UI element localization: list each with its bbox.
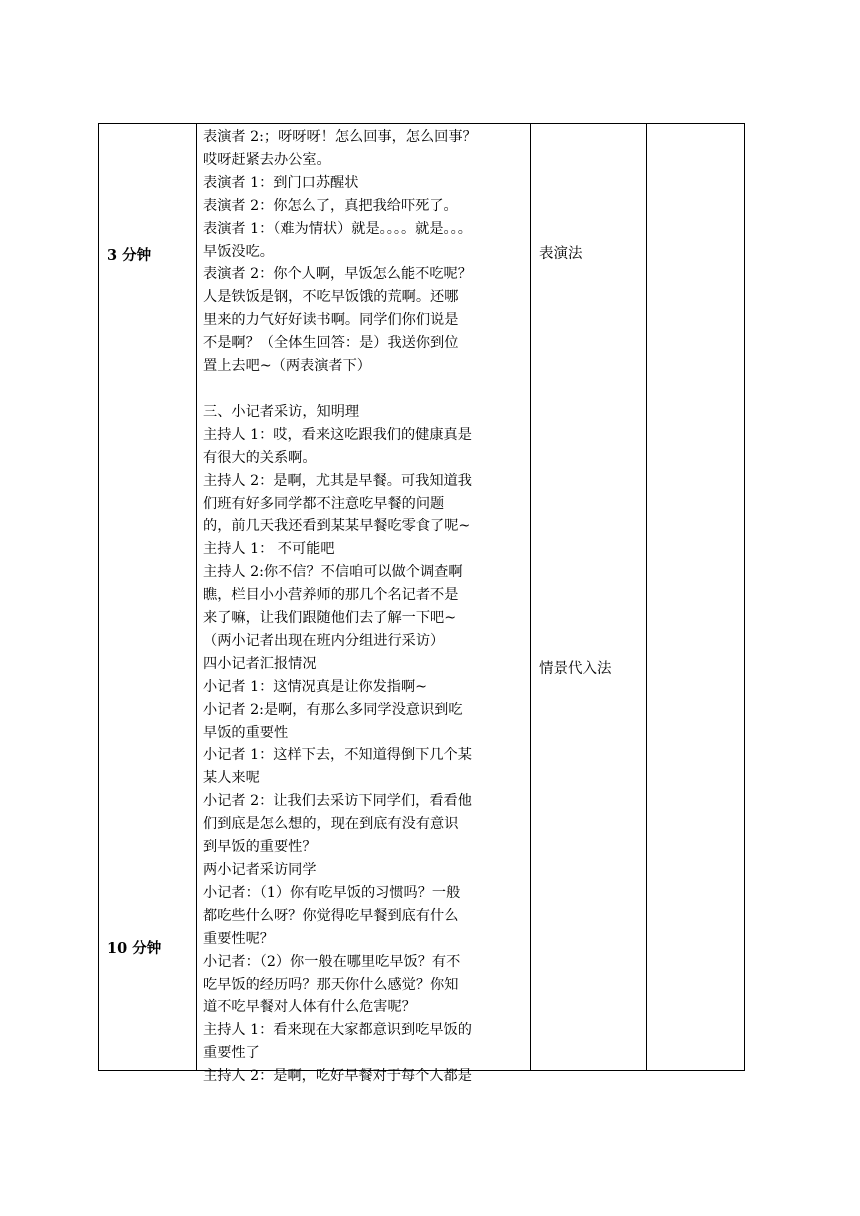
method-label-performance: 表演法 — [539, 246, 583, 262]
text-line: 吃早饭的经历吗？那天你什么感觉？你知 — [203, 976, 459, 993]
text-line: 人是铁饭是钢，不吃早饭饿的荒啊。还哪 — [203, 289, 459, 306]
text-line: 们班有好多同学都不注意吃早餐的问题 — [203, 495, 445, 512]
text-line: （两小记者出现在班内分组进行采访） — [203, 632, 445, 649]
text-line: 表演者 2:；呀呀呀！怎么回事，怎么回事？ — [203, 129, 477, 145]
text-line: 小记者 1：这情况真是让你发指啊~ — [203, 678, 428, 695]
text-line: 瞧，栏目小小营养师的那几个名记者不是 — [203, 587, 459, 604]
content-column — [197, 124, 531, 1085]
text-line: 三、小记者采访，知明理 — [203, 403, 360, 420]
method-label-scenario: 情景代入法 — [539, 661, 612, 677]
text-line: 表演者 2：你个人啊，早饭怎么能不吃呢？ — [203, 266, 472, 283]
text-line: 有很大的关系啊。 — [203, 449, 317, 466]
text-line: 来了嘛，让我们跟随他们去了解一下吧~ — [203, 610, 457, 627]
text-line: 主持人 1：哎，看来这吃跟我们的健康真是 — [203, 426, 472, 443]
time-label-3min: 3 分钟 — [107, 247, 152, 264]
text-line: 里来的力气好好读书啊。同学们你们说是 — [203, 312, 459, 329]
text-line: 主持人 2：是啊，吃好早餐对于每个人都是 — [203, 1068, 472, 1085]
text-line: 重要性了 — [203, 1045, 260, 1062]
text-line: 表演者 1：到门口苏醒状 — [203, 174, 359, 191]
text-line: 四小记者汇报情况 — [203, 655, 317, 672]
text-line: 小记者：（1）你有吃早饭的习惯吗？一般 — [203, 884, 461, 901]
text-line: 小记者 2：让我们去采访下同学们，看看他 — [203, 793, 472, 810]
text-line: 小记者 2:是啊，有那么多同学没意识到吃 — [203, 701, 463, 718]
time-column — [99, 124, 197, 1071]
notes-column — [647, 124, 745, 1071]
text-line: 们到底是怎么想的，现在到底有没有意识 — [203, 816, 459, 833]
method-column — [531, 124, 647, 1071]
text-line: 主持人 2:你不信？不信咱可以做个调查啊 — [203, 564, 463, 581]
text-line: 主持人 1： 不可能吧 — [203, 541, 335, 558]
text-line: 早饭没吃。 — [203, 243, 274, 260]
text-line: 表演者 2：你怎么了，真把我给吓死了。 — [203, 197, 458, 214]
text-line: 早饭的重要性 — [203, 724, 289, 741]
text-line: 不是啊？（全体生回答：是）我送你到位 — [203, 335, 459, 352]
text-line: 的，前几天我还看到某某早餐吃零食了呢~ — [203, 518, 471, 535]
text-line: 重要性呢？ — [203, 930, 274, 947]
text-line: 都吃些什么呀？你觉得吃早餐到底有什么 — [203, 907, 459, 924]
text-line: 到早饭的重要性？ — [203, 839, 317, 856]
text-line: 主持人 2：是啊，尤其是早餐。可我知道我 — [203, 472, 472, 489]
text-line: 两小记者采访同学 — [203, 862, 317, 878]
text-line — [203, 378, 527, 401]
text-line: 表演者 1：（难为情状）就是。。。。就是。。。 — [203, 220, 472, 237]
text-line: 道不吃早餐对人体有什么危害呢？ — [203, 999, 416, 1016]
table-row — [99, 124, 745, 1071]
time-label-10min: 10 分钟 — [107, 940, 162, 957]
lesson-plan-table — [98, 123, 745, 1085]
text-line: 置上去吧~（两表演者下） — [203, 358, 371, 375]
script-content — [197, 124, 530, 1085]
text-line: 小记者：（2）你一般在哪里吃早饭？有不 — [203, 953, 461, 970]
text-line: 主持人 1：看来现在大家都意识到吃早饭的 — [203, 1022, 472, 1039]
text-line: 小记者 1：这样下去，不知道得倒下几个某 — [203, 747, 472, 764]
text-line: 某人来呢 — [203, 770, 260, 787]
text-line: 哎呀赶紧去办公室。 — [203, 151, 331, 168]
